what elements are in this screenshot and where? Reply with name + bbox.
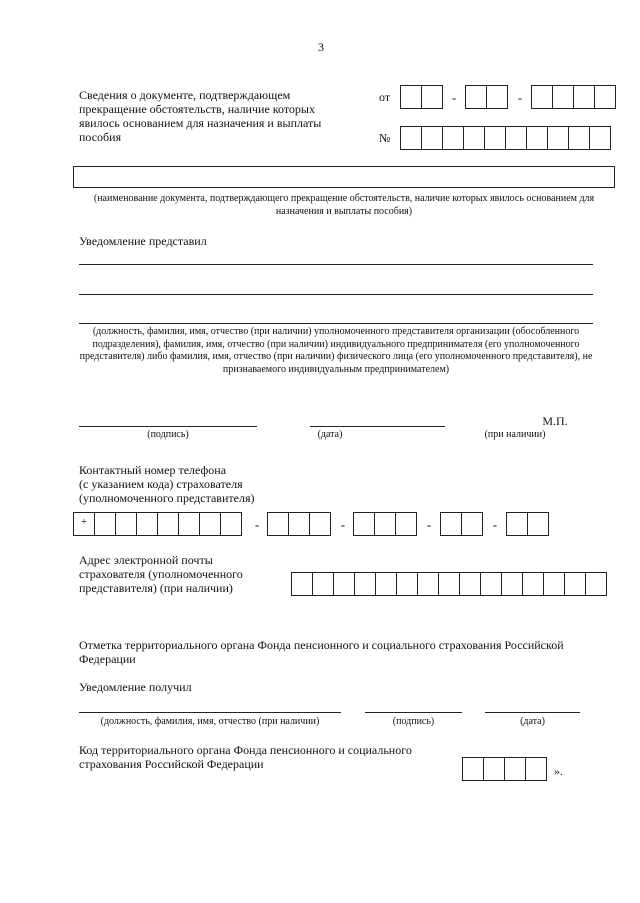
receiver-date-caption: (дата) <box>520 716 545 727</box>
phone-separator: - <box>341 518 345 532</box>
date-prefix: от <box>379 90 391 104</box>
submitter-caption: (должность, фамилия, имя, отчество (при наличии) уполномоченного представителя организации (обособленного подразделения), фамилия, имя, отчество (при наличии) индивидуального предпринимателя (его уполномоченного представителя) либо фамилия, имя, отчество (при наличии) физического лица (его уполномоченного представителя), не признаваемого индивидуальным предпринимателем) <box>79 326 593 375</box>
date-year-field[interactable] <box>531 85 616 109</box>
receiver-date-line[interactable] <box>485 712 580 713</box>
signature-line[interactable] <box>79 426 257 427</box>
number-prefix: № <box>379 131 391 145</box>
code-end: ». <box>554 764 563 778</box>
fund-mark-title: Отметка территориального органа Фонда пенсионного и социального страхования Российской Федерации <box>79 638 564 666</box>
phone-part1-field[interactable] <box>353 512 417 536</box>
date-month-field[interactable] <box>465 85 508 109</box>
phone-code-field[interactable] <box>267 512 331 536</box>
stamp-note: (при наличии) <box>484 429 546 440</box>
email-label: Адрес электронной почты страхователя (уполномоченного представителя) (при наличии) <box>79 553 243 595</box>
doc-info-label: Сведения о документе, подтверждающем прекращение обстоятельств, наличие которых явилось основанием для назначения и выплаты пособия <box>79 88 322 144</box>
document-number-field[interactable] <box>400 126 611 150</box>
receiver-name-caption: (должность, фамилия, имя, отчество (при наличии) <box>100 716 320 727</box>
date-caption: (дата) <box>317 429 343 440</box>
date-separator: - <box>452 91 456 105</box>
submitted-label: Уведомление представил <box>79 234 207 248</box>
phone-country-field[interactable] <box>73 512 242 536</box>
submitter-line-3[interactable] <box>79 323 593 324</box>
received-label: Уведомление получил <box>79 680 192 694</box>
phone-separator: - <box>493 518 497 532</box>
document-name-caption: (наименование документа, подтверждающего прекращение обстоятельств, наличие которых явилось основанием для назначения и выплаты пособия) <box>93 193 595 217</box>
submitter-line-1[interactable] <box>79 264 593 265</box>
document-name-field[interactable] <box>73 166 615 188</box>
phone-part3-field[interactable] <box>506 512 549 536</box>
phone-separator: - <box>255 518 259 532</box>
stamp-label: М.П. <box>542 414 568 428</box>
receiver-signature-caption: (подпись) <box>392 716 435 727</box>
phone-separator: - <box>427 518 431 532</box>
submitter-line-2[interactable] <box>79 294 593 295</box>
date-day-field[interactable] <box>400 85 443 109</box>
date-line[interactable] <box>310 426 445 427</box>
email-field[interactable] <box>291 572 607 596</box>
fund-code-field[interactable] <box>462 757 547 781</box>
phone-label: Контактный номер телефона (с указанием кода) страхователя (уполномоченного представителя) <box>79 463 255 505</box>
date-separator: - <box>518 91 522 105</box>
receiver-name-line[interactable] <box>79 712 341 713</box>
phone-part2-field[interactable] <box>440 512 483 536</box>
signature-caption: (подпись) <box>147 429 189 440</box>
page-number: 3 <box>318 40 324 54</box>
receiver-signature-line[interactable] <box>365 712 462 713</box>
fund-code-label: Код территориального органа Фонда пенсионного и социального страхования Российской Федерации <box>79 743 412 771</box>
plus-sign: + <box>73 512 95 536</box>
